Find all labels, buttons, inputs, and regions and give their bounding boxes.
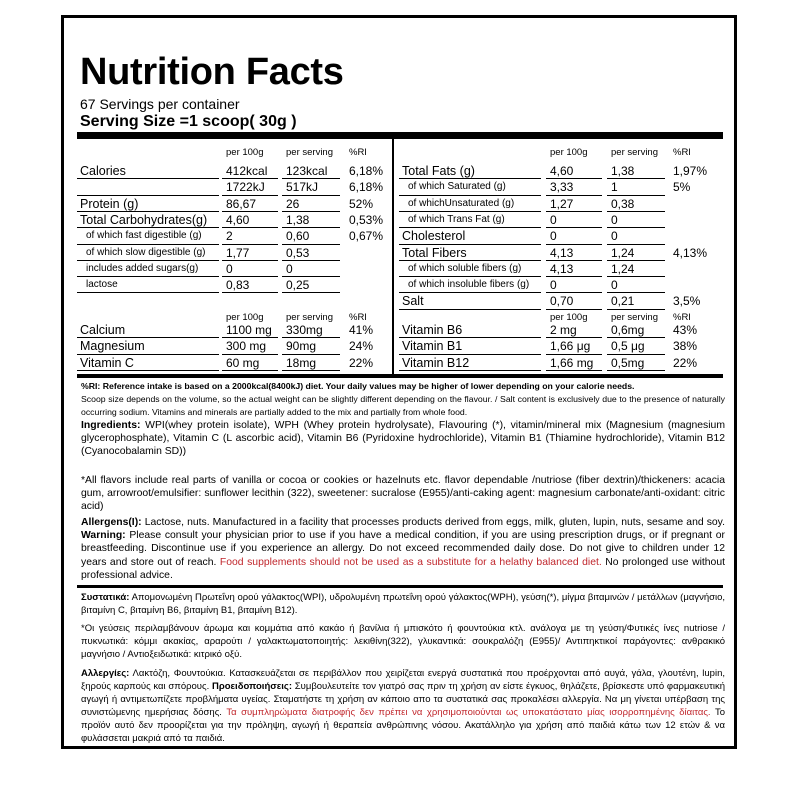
macro-right-row-line <box>607 195 665 196</box>
macro-right-row-line <box>546 211 602 212</box>
macro-left-row-label: of which fast digestible (g) <box>86 230 202 242</box>
mineral-row-ri: 24% <box>349 339 374 354</box>
macro-right-row-per100: 4,13 <box>550 245 574 260</box>
vitamin-row-line <box>607 354 665 355</box>
macro-right-row-per100: 3,33 <box>550 180 574 195</box>
macro-left-row-per100: 1722kJ <box>226 180 265 195</box>
mineral-row-per-serving: 90mg <box>286 339 317 354</box>
macro-right-row-line <box>607 178 665 179</box>
macro-right-row-line <box>546 260 602 261</box>
macro-right-row-per100: 4,13 <box>550 261 574 276</box>
macro-left-row-ri: 0,53% <box>349 212 384 227</box>
allergens-text: Lactose, nuts. Manufactured in a facility that processes products derived from eggs, milk, gluten, lupin, nuts, sesame and soy. <box>141 517 725 528</box>
supplement-warning-text: Food supplements should not be used as a substitute for a helathy balanced diet. <box>219 556 602 568</box>
mineral-row-line <box>77 354 219 355</box>
flavors-en <box>81 474 725 514</box>
macro-right-row-line <box>546 244 602 245</box>
macro-right-row-line <box>546 227 602 228</box>
macro-right-row-label: Cholesterol <box>402 229 466 244</box>
flavors-text-gr: *Οι γεύσεις περιλαμβάνουν άρωμα και κομμάτια από κακάο ή βανίλια ή μπισκότο ή φουντούκια κτλ. ανάλογα με τη γεύση/Φυτικές ίνες nutriose / πυκνωτικά: κόμμι ακακίας, αραρούτι / γαλακτωματοποιητής: λεκιθίνη(322), γλυκαντικά: σουκραλόζη (E955)/ Αντιπηκτικοί παράγοντες: ανθρακικό μαγνήσιο / Αντιοξειδωτικά: κιτρικό οξύ. <box>81 623 725 661</box>
macro-left-row-ri: 6,18% <box>349 180 384 195</box>
macro-left-row-label: of which slow digestible (g) <box>86 246 206 258</box>
vitamin-row-per100: 1,66 μg <box>550 339 591 354</box>
macro-left-row-line <box>222 276 278 277</box>
minerals-header-per-serving: per serving <box>286 312 333 323</box>
macro-left-row-line <box>282 276 340 277</box>
vitamin-row-per-serving: 0,5 μg <box>611 339 645 354</box>
ingredients-text: WPI(whey protein isolate), WPH (Whey protein hydrolysate), Flavouring (*), vitamin/mineral mix (Magnesium (magnesium glycerophosphate), Vitamin C (L ascorbic acid), Vitamin B6 (Pyridoxine hydrochloride), Vitamin B1 (Thiamine hydrochloride), Vitamin B12 (Cyanocobalamin SD)) <box>81 420 725 458</box>
ingredients-text-gr: Απομονωμένη Πρωτεΐνη ορού γάλακτος(WPI), υδρολυμένη πρωτεΐνη ορού γάλακτος(WPH), γεύση(*), μίγμα βιταμινών / μετάλλων (μαγνήσιο, βιταμίνη C, βιταμίνη B6, βιταμίνη B1, βιταμίνη B12). <box>81 592 725 617</box>
mineral-row-line <box>222 370 278 371</box>
macro-left-row-label: includes added sugars(g) <box>86 262 199 274</box>
mineral-row-ri: 41% <box>349 323 374 337</box>
reference-intake-note <box>81 380 725 420</box>
macro-right-row-per100: 0 <box>550 229 557 244</box>
macro-left-row-label: Total Carbohydrates(g) <box>80 212 208 227</box>
macro-right-row-line <box>399 211 541 212</box>
macro-right-row-per-serving: 1,38 <box>611 164 635 178</box>
vitamin-row-per-serving: 0,5mg <box>611 355 645 370</box>
allergens-label-gr: Αλλεργίες: <box>81 668 130 679</box>
macro-right-row-line <box>399 292 541 293</box>
macro-left-row-per100: 2 <box>226 229 233 244</box>
macro-right-row-per-serving: 0 <box>611 212 618 227</box>
right-header-ri: %RI <box>673 147 691 158</box>
macro-right-row-per-serving: 1,24 <box>611 261 635 276</box>
minerals-header-ri: %RI <box>349 312 367 323</box>
warning-label-gr: Προειδοποιήσεις: <box>212 681 292 693</box>
vitamin-row-ri: 38% <box>673 339 698 354</box>
vitamin-row-per-serving: 0,6mg <box>611 323 645 337</box>
column-divider <box>392 139 394 374</box>
macro-right-row-line <box>546 309 602 310</box>
flavors-gr <box>81 622 725 661</box>
macro-left-row-per-serving: 0,53 <box>286 245 310 260</box>
macro-left-row-per100: 0 <box>226 261 233 276</box>
macro-right-row-line <box>546 195 602 196</box>
macro-right-row-per-serving: 0,21 <box>611 294 635 309</box>
macro-left-row-per-serving: 0,25 <box>286 278 310 293</box>
prolonged-use-text: No prolonged use without professional advice. <box>81 556 725 581</box>
ingredients-label: Ingredients: <box>81 420 141 431</box>
macro-right-row-per-serving: 1 <box>611 180 618 195</box>
serving-size: Serving Size =1 scoop( 30g ) <box>80 113 297 130</box>
macro-left-row-per100: 1,77 <box>226 245 250 260</box>
macro-right-row-label: of which insoluble fibers (g) <box>408 279 530 291</box>
macro-left-row-ri: 6,18% <box>349 164 384 178</box>
macro-left-row-label: Protein (g) <box>80 196 139 211</box>
mineral-row-per100: 60 mg <box>226 355 260 370</box>
macro-left-row-per100: 86,67 <box>226 196 257 211</box>
macro-left-row-per-serving: 123kcal <box>286 164 328 178</box>
macro-left-row-line <box>282 211 340 212</box>
flavors-text: *All flavors include real parts of vanilla or cocoa or cookies or hazelnuts etc. flavor dependable /nutriose (fiber dextrin)/thickeners: acacia gum, arrowroot/emulsifier: sunflower lecithin (322), sweetener: sucralose (E955)/anti-caking agent: magnesium carbonate/anti-oxidant: citric acid) <box>81 475 725 513</box>
mineral-row-line <box>282 337 340 338</box>
divider-footnote <box>77 374 723 378</box>
vitamin-row-line <box>546 354 602 355</box>
mineral-row-line <box>77 337 219 338</box>
macro-left-row-line <box>282 292 340 293</box>
macro-right-row-per100: 0,70 <box>550 294 574 309</box>
mineral-row-label: Vitamin C <box>80 355 134 370</box>
macro-right-row-ri: 5% <box>673 180 691 195</box>
right-header-per-serving: per serving <box>611 147 658 158</box>
vitamin-row-line <box>399 337 541 338</box>
macro-left-row-line <box>222 227 278 228</box>
vitamin-row-label: Vitamin B1 <box>402 339 463 354</box>
macro-right-row-label: of which soluble fibers (g) <box>408 262 522 274</box>
macro-left-row-ri: 52% <box>349 196 374 211</box>
left-header-ri: %RI <box>349 147 367 158</box>
macro-right-row-line <box>399 260 541 261</box>
macro-right-row-line <box>546 292 602 293</box>
disclaimer-text-gr: Το προϊόν αυτό δεν προορίζεται για την πρόληψη, αγωγή ή θεραπεία ανθρώπινης νόσου. Ακατάλληλο για χρήση από παιδιά κάτω των 12 ετών & να φυλάσσεται μακριά από τα παιδιά. <box>81 707 726 745</box>
allergens-text-gr: Λακτόζη, Φουντούκια. Κατασκευάζεται σε περιβάλλον που χειρίζεται ενεργά συστατικά που προέρχονται από αυγά, γάλα, γλουτένη, lupin, ξηρούς καρπούς και σπόρους. <box>81 668 725 693</box>
macro-left-row-line <box>77 244 219 245</box>
macro-right-row-per100: 0 <box>550 278 557 293</box>
vitamin-row-ri: 43% <box>673 323 698 337</box>
mineral-row-label: Magnesium <box>80 339 145 354</box>
macro-right-row-line <box>607 260 665 261</box>
macro-left-row-line <box>222 211 278 212</box>
macro-right-row-ri: 3,5% <box>673 294 701 309</box>
vitamins-header-per-serving: per serving <box>611 312 658 323</box>
macro-right-row-per100: 0 <box>550 212 557 227</box>
macro-right-row-line <box>607 276 665 277</box>
macro-right-row-label: Total Fats (g) <box>402 164 475 178</box>
mineral-row-line <box>77 370 219 371</box>
macro-right-row-per-serving: 1,24 <box>611 245 635 260</box>
ingredients-gr <box>81 591 725 617</box>
macro-left-row-line <box>282 227 340 228</box>
macro-right-row-line <box>546 276 602 277</box>
macro-left-row-line <box>222 292 278 293</box>
macro-left-row-line <box>222 260 278 261</box>
macro-left-row-per-serving: 26 <box>286 196 300 211</box>
macro-right-row-line <box>607 309 665 310</box>
macro-left-row-label: lactose <box>86 279 118 291</box>
macro-left-row-line <box>77 227 219 228</box>
macro-left-row-per100: 4,60 <box>226 212 250 227</box>
macro-left-row-per-serving: 0,60 <box>286 229 310 244</box>
macro-right-row-per-serving: 0,38 <box>611 196 635 211</box>
macro-right-row-line <box>399 227 541 228</box>
macro-right-row-label: of which Saturated (g) <box>408 181 506 193</box>
macro-left-row-label: Calories <box>80 164 126 178</box>
macro-right-row-line <box>607 227 665 228</box>
thick-divider <box>77 132 723 139</box>
mineral-row-line <box>222 354 278 355</box>
macro-right-row-line <box>607 292 665 293</box>
macro-left-row-per100: 412kcal <box>226 164 268 178</box>
mineral-row-line <box>222 337 278 338</box>
macro-right-row-line <box>607 244 665 245</box>
nutrition-label <box>61 15 737 749</box>
warning-label: Warning: <box>81 530 126 542</box>
vitamin-row-ri: 22% <box>673 355 698 370</box>
macro-left-row-line <box>77 292 219 293</box>
macro-left-row-line <box>222 178 278 179</box>
vitamin-row-line <box>546 370 602 371</box>
vitamin-row-line <box>607 370 665 371</box>
right-header-per100: per 100g <box>550 147 588 158</box>
vitamin-row-label: Vitamin B12 <box>402 355 470 370</box>
mineral-row-per-serving: 18mg <box>286 355 317 370</box>
macro-right-row-line <box>399 244 541 245</box>
macro-right-row-per100: 1,27 <box>550 196 574 211</box>
allergens-label: Allergens(I): <box>81 517 142 528</box>
macro-left-row-line <box>77 195 219 196</box>
macro-left-row-line <box>77 276 219 277</box>
macro-left-row-line <box>222 244 278 245</box>
mineral-row-per100: 300 mg <box>226 339 267 354</box>
macro-left-row-line <box>77 260 219 261</box>
macro-right-row-per-serving: 0 <box>611 229 618 244</box>
macro-right-row-label: Salt <box>402 294 424 309</box>
macro-right-row-line <box>546 178 602 179</box>
macro-left-row-per-serving: 517kJ <box>286 180 319 195</box>
macro-right-row-ri: 4,13% <box>673 245 708 260</box>
mineral-row-label: Calcium <box>80 323 126 337</box>
left-header-per-serving: per serving <box>286 147 333 158</box>
vitamin-row-line <box>399 370 541 371</box>
macro-right-row-line <box>399 276 541 277</box>
macro-left-row-per-serving: 0 <box>286 261 293 276</box>
warning-text-gr: Συμβουλευτείτε τον γιατρό σας πριν τη χρήση αν είστε έγκυος, θηλάζετε, βρίσκεστε υπό φαρμακευτική αγωγή ή αντιμετωπίζετε προβλήματα υγείας. Σταματήστε τη χρήση αν κάποιο απο τα συστατικά σας προκαλέσει αλλεργία. Να μη γίνεται υπέρβαση της συνιστώμενης ημερήσιας δόσης. <box>81 681 726 719</box>
allergens-warning-gr <box>81 667 725 746</box>
mineral-row-per100: 1100 mg <box>226 323 272 337</box>
vitamin-row-line <box>399 354 541 355</box>
macro-left-row-ri: 0,67% <box>349 229 384 244</box>
allergens-warning-en <box>81 516 725 582</box>
scoop-note-text: Scoop size depends on the volume, so the actual weight can be slightly different depending on the flavour. / Salt content is exclusively due to the presence of naturally occurring sodium. Vitamins and minerals are partially added to the mix and partially from whole food. <box>81 394 725 418</box>
macro-left-row-per100: 0,83 <box>226 278 250 293</box>
vitamins-header-per100: per 100g <box>550 312 588 323</box>
macro-left-row-line <box>222 195 278 196</box>
ri-note-text: %RI: Reference intake is based on a 2000kcal(8400kJ) diet. Your daily values may be higher of lower depending on your calorie needs. <box>81 381 635 391</box>
macro-left-row-line <box>77 178 219 179</box>
macro-left-row-line <box>77 211 219 212</box>
macro-right-row-label: of which Trans Fat (g) <box>408 213 505 225</box>
mineral-row-ri: 22% <box>349 355 374 370</box>
macro-right-row-label: Total Fibers <box>402 245 467 260</box>
vitamin-row-line <box>607 337 665 338</box>
macro-right-row-ri: 1,97% <box>673 164 708 178</box>
left-header-per100: per 100g <box>226 147 264 158</box>
macro-right-row-per100: 4,60 <box>550 164 574 178</box>
nutrition-facts-title: Nutrition Facts <box>80 51 344 93</box>
macro-right-row-label: of whichUnsaturated (g) <box>408 197 515 209</box>
macro-right-row-line <box>399 309 541 310</box>
vitamin-row-label: Vitamin B6 <box>402 323 463 337</box>
ingredients-label-gr: Συστατικά: <box>81 592 130 603</box>
supplement-warning-text-gr: Τα συμπληρώματα διατροφής δεν πρέπει να χρησιμοποιούνται ως υποκατάστατο μίας ισορροπημένης δίαιτας. <box>226 707 711 719</box>
macro-right-row-line <box>399 195 541 196</box>
servings-per-container: 67 Servings per container <box>80 96 240 112</box>
macro-left-row-line <box>282 244 340 245</box>
vitamins-header-ri: %RI <box>673 312 691 323</box>
macro-right-row-line <box>399 178 541 179</box>
mineral-row-per-serving: 330mg <box>286 323 323 337</box>
vitamin-row-per100: 1,66 mg <box>550 355 594 370</box>
divider-greek <box>77 585 723 588</box>
vitamin-row-per100: 2 mg <box>550 323 577 337</box>
macro-left-row-line <box>282 260 340 261</box>
macro-left-row-per-serving: 1,38 <box>286 212 310 227</box>
minerals-header-per100: per 100g <box>226 312 264 323</box>
macro-left-row-line <box>282 195 340 196</box>
warning-text: Please consult your physician prior to use if you have a medical condition, if you are using prescription drugs, or if pregnant or breastfeeding. Discontinue use if you experience an allergy. Do not exceed recommended daily dose. Do not give to children under 12 years and store out of reach. <box>81 530 725 568</box>
macro-left-row-line <box>282 178 340 179</box>
mineral-row-line <box>282 370 340 371</box>
macro-right-row-line <box>607 211 665 212</box>
mineral-row-line <box>282 354 340 355</box>
ingredients-en <box>81 419 725 459</box>
vitamin-row-line <box>546 337 602 338</box>
macro-right-row-per-serving: 0 <box>611 278 618 293</box>
